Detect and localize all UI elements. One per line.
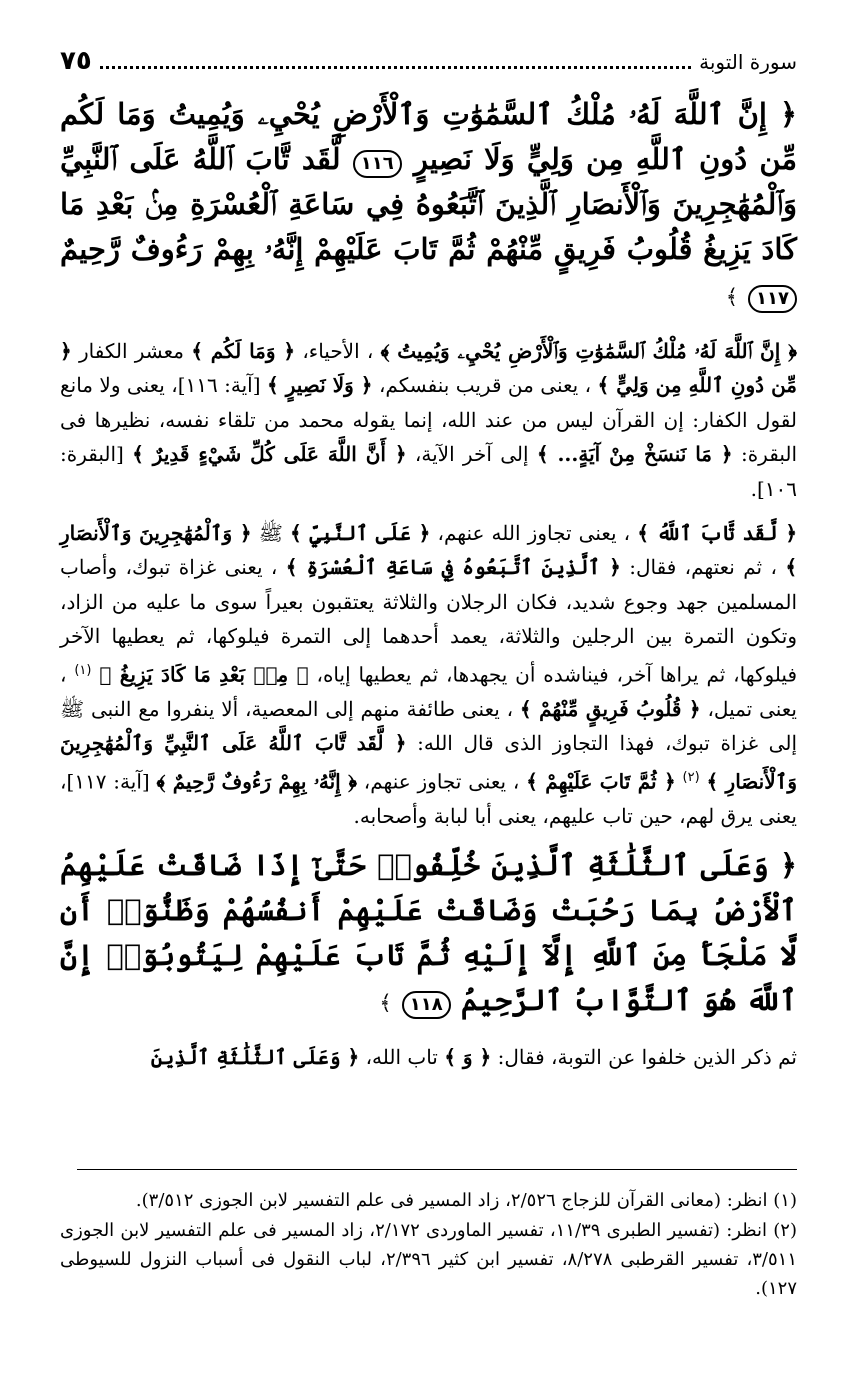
commentary-text: ، الأحياء، — [302, 339, 374, 363]
verse-number-117: ١١٧ — [748, 285, 797, 313]
quote: ﴿ لَّقَد تَّابَ ٱللَّهُ عَلَى ٱلنَّبِيِّ وَٱلْمُهَٰجِرِينَ وَٱلْأَنصَارِ ﴾ — [60, 731, 798, 794]
header-dot-leader — [100, 66, 691, 69]
footnote-text: انظر: (معانى القرآن للزجاج ٢/٥٢٦، زاد المسير فى علم التفسير لابن الجوزى ٣/٥١٢). — [135, 1190, 768, 1211]
verse-117-text: لَّقَد تَّابَ ٱللَّهُ عَلَى ٱلنَّبِيِّ وَٱلْمُهَٰجِرِينَ وَٱلْأَنصَارِ ٱلَّذِينَ ٱتَّبَعُوهُ فِي سَاعَةِ ٱلْعُسْرَةِ مِنۢ بَعْدِ مَا كَادَ يَزِيغُ قُلُوبُ فَرِيقٍ مِّنْهُمْ ثُمَّ تَابَ عَلَيْهِمْ إِنَّهُۥ بِهِمْ رَءُوفٌ رَّحِيمٌ — [60, 142, 797, 266]
quote: ﴿ وَلَا نَصِيرٍ ﴾ — [266, 373, 373, 398]
quote: ﴿ ثُمَّ تَابَ عَلَيْهِمْ ﴾ — [526, 769, 676, 794]
verse-118-text: ﴿ وَعَلَى ٱلثَّلَٰثَةِ ٱلَّذِينَ خُلِّفُوا۟ حَتَّىٰٓ إِذَا ضَاقَتْ عَلَيْهِمُ ٱلْأَرْضُ بِمَا رَحُبَتْ وَضَاقَتْ عَلَيْهِمْ أَنفُسُهُمْ وَظَنُّوٓا۟ أَن لَّا مَلْجَأَ مِنَ ٱللَّهِ إِلَّآ إِلَيْهِ ثُمَّ تَابَ عَلَيْهِمْ لِيَتُوبُوٓا۟ إِنَّ ٱللَّهَ هُوَ ٱلتَّوَّابُ ٱلرَّحِيمُ — [60, 848, 797, 1017]
page-number: ٧٥ — [60, 46, 92, 76]
quote: ﴿ مِّن دُونِ ٱللَّهِ مِن وَلِيٍّ ﴾ — [60, 339, 798, 398]
quote: ﴿ وَ ﴾ — [444, 1045, 492, 1069]
footnote-marker: (٢) — [773, 1220, 797, 1241]
commentary-text: ، يعنى من قريب بنفسكم، — [378, 373, 592, 398]
footnote-1 — [60, 1186, 797, 1215]
commentary-text: ، يعنى غزاة تبوك، وأصاب المسلمين جهد وجوع شديد، فكان الرجلان والثلاثة يعتقبون بعيراً سوى ما عليه من الزاد، وتكون التمرة بين الرجلين والثلاثة، يعمد أحدهما إلى التمرة فيلوكها، ثم يعطيها الآخر فيلوكها، ثم يراها آخر، فيناشده أن يجهدها، ثم يعطيها إياه، — [60, 555, 798, 687]
page-header — [60, 46, 797, 86]
quote: ﴿ لَّقَد تَّابَ ٱللَّهُ ﴾ — [637, 521, 798, 546]
commentary-text: معشر الكفار — [78, 339, 184, 363]
commentary-text: ، يعنى تميل، — [60, 662, 797, 721]
verse-116-text: ﴿ إِنَّ ٱللَّهَ لَهُۥ مُلْكُ ٱلسَّمَٰوَٰتِ وَٱلْأَرْضِ يُحْيِۦ وَيُمِيتُ وَمَا لَكُم مِّن دُونِ ٱللَّهِ مِن وَلِيٍّ وَلَا نَصِيرٍ — [60, 97, 797, 176]
quote: ﴿ وَمَا لَكُم ﴾ — [191, 339, 296, 363]
commentary-text: [آية: ١١٧]، يعنى يرق لهم، حين تاب عليهم، يعنى أبا لبابة وأصحابه. — [60, 769, 797, 828]
quote: ﴿ وَعَلَى ٱلثَّلَٰثَةِ ٱلَّذِينَ — [150, 1045, 360, 1069]
quote: ﴿ ٱلَّذِينَ ٱتَّبَعُوهُ فِي سَاعَةِ ٱلْعُسْرَةِ ﴾ — [285, 555, 621, 580]
quote: ﴿ عَلَى ٱلنَّبِيِّ ﴾ — [290, 521, 431, 546]
quote: ﴿ مَا نَنسَخْ مِنْ آيَةٍ... ﴾ — [536, 442, 733, 467]
salawat-glyph: ﷺ — [258, 521, 283, 546]
commentary-text: [البقرة: ١٠٦]. — [60, 442, 797, 501]
quote: ﴿ إِنَّهُۥ بِهِمْ رَءُوفٌ رَّحِيمٌ ﴾ — [156, 769, 357, 794]
quote: ﴿ أَنَّ اللَّهَ عَلَى كُلِّ شَيْءٍ قَدِيرٌ ﴾ — [132, 442, 407, 467]
commentary-text: تاب الله، — [365, 1045, 438, 1069]
commentary-text: ثم ذكر الذين خلفوا عن التوبة، فقال: — [497, 1045, 797, 1069]
commentary-paragraph-117 — [60, 516, 797, 833]
quran-verse-block-116-117 — [60, 92, 797, 320]
footnote-ref-2[interactable]: (٢) — [682, 769, 700, 785]
commentary-text: ، يعنى تجاوز الله عنهم، — [437, 521, 631, 546]
footnote-text: انظر: (تفسير الطبرى ١١/٣٩، تفسير الماوردى ٢/١٧٢، زاد المسير فى علم التفسير لابن الجوزى ٣/٥١١، تفسير القرطبى ٨/٢٧٨، تفسير ابن كثير ٢/٣٩٦، لباب النقول فى أسباب النزول للسيوطى ١٢٧). — [60, 1220, 797, 1299]
commentary-text: [آية: ١١٦]، يعنى ولا مانع لقول الكفار: إن القرآن ليس من عند الله، إنما يقوله محمد من تلقاء نفسه، نظيرها فى البقرة: — [60, 373, 798, 467]
footnote-marker: (١) — [773, 1190, 797, 1211]
quote: ﴿ وَٱلْمُهَٰجِرِينَ وَٱلْأَنصَارِ ﴾ — [60, 521, 798, 580]
commentary-paragraph-118 — [60, 1040, 797, 1074]
footnote-separator — [77, 1169, 797, 1170]
quote: ﴿ إِنَّ ٱللَّهَ لَهُۥ مُلْكُ ٱلسَّمَٰوَٰتِ وَٱلْأَرْضِ يُحْيِۦ وَيُمِيتُ ﴾ — [380, 339, 797, 363]
commentary-text: إلى آخر الآية، — [414, 442, 529, 467]
quran-verse-block-118 — [60, 843, 797, 1026]
verse-number-118: ١١٨ — [402, 991, 451, 1019]
footnote-2 — [60, 1216, 797, 1303]
commentary-text: ، يعنى تجاوز عنهم، — [363, 769, 520, 794]
verse-number-116: ١١٦ — [353, 150, 402, 178]
surah-title: سورة التوبة — [699, 50, 797, 74]
quote: ﴿ قُلُوبُ فَرِيقٍ مِّنْهُمْ ﴾ — [519, 696, 701, 721]
footnote-ref-1[interactable]: (١) — [74, 662, 92, 678]
verse-close-bracket: ﴾ — [379, 991, 392, 1015]
commentary-paragraph-116 — [60, 334, 797, 506]
quote: ﴿ مِنۢ بَعْدِ مَا كَادَ يَزِيغُ ﴾ — [99, 662, 309, 687]
verse-close-bracket: ﴾ — [725, 285, 738, 309]
commentary-text: ، ثم نعتهم، فقال: — [629, 555, 777, 580]
commentary-text: ، يعنى طائفة منهم إلى المعصية، ألا ينفروا مع النبى ﷺ إلى غزاة تبوك، فهذا التجاوز الذى قال الله: — [60, 696, 798, 756]
